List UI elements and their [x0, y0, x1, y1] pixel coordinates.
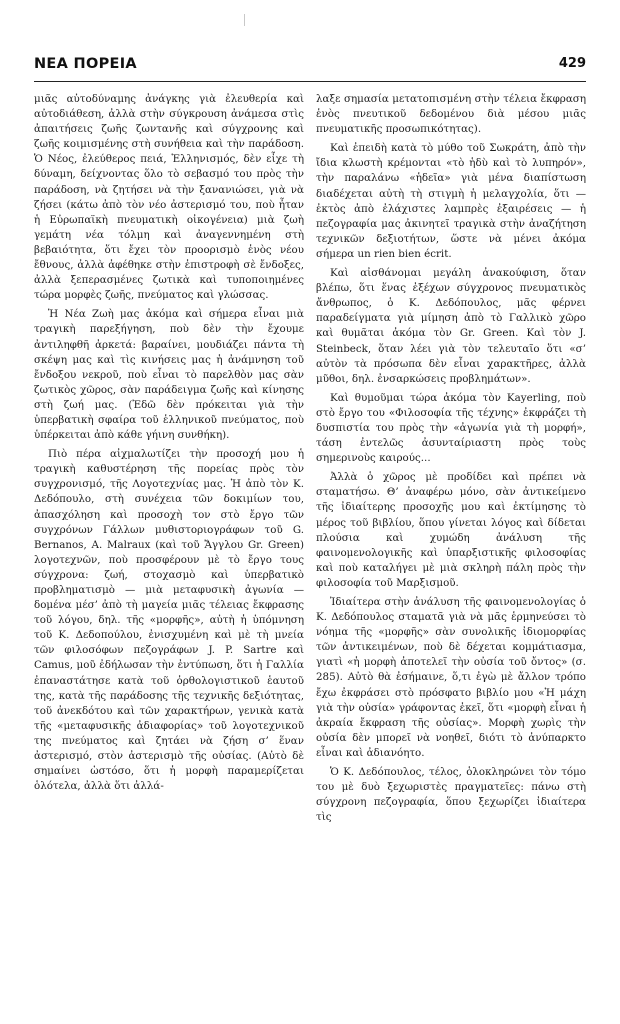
- paragraph: Καὶ αἰσθάνομαι μεγάλη ἀνακούφιση, ὅταν βλέπω, ὅτι ἕνας ἐξέχων σύγχρονος πνευματικὸς ἄνθρωπος, ὁ Κ. Δεδόπουλος, μᾶς φέρνει παραδείγματα γιὰ μίμηση ἀπὸ τὸ Γαλλικὸ χῶρο καὶ θυμᾶται ἀκόμα τὸν Gr. Green. Καὶ τὸν J. Steinbeck, ὅταν λέει γιὰ τὸν τελευταῖο ὅτι «σ’ αὐτὸν τὰ πρόσωπα δὲν εἶναι χαρακτῆρες, ἀλλὰ μῦθοι, δηλ. ἐνσαρκώσεις προβλημάτων».: [316, 267, 586, 385]
- paragraph: Ὁ Κ. Δεδόπουλος, τέλος, ὁλοκληρώνει τὸν τόμο του μὲ δυὸ ξεχωριστὲς πραγματεῖες: πάνω στὴ σύγχρονη πεζογραφία, ὅπου ξεχωρίζει ἰδιαίτερα τὶς: [316, 766, 586, 824]
- left-column: [34, 92, 304, 1012]
- right-column: [316, 92, 586, 1012]
- page-header: [34, 56, 586, 78]
- paragraph: μιᾶς αὐτοδύναμης ἀνάγκης γιὰ ἐλευθερία καὶ αὐτοδιάθεση, ἀλλὰ στὴν σύγκρουση ἀνάμεσα στὶς ἀπαιτήσεις ζωῆς ζωντανῆς καὶ σύγχρονης καὶ ζωῆς κοιμισμένης στὴ συνήθεια καὶ τὴν παράδοση. Ὁ Νέος, ἐλεύθερος πειά, Ἑλληνισμός, δὲν εἶχε τὴ δύναμη, δείχνοντας ὅλο τὸ σεβασμό του πρὸς τὴν παράδοση, νὰ ζητήσει νὰ τὴν ξανανιώσει, γιὰ νὰ ζήσει (κάτω ἀπὸ τὸν νέο ἀστερισμό του, ποὺ ἦταν ἡ Εὐρωπαϊκὴ πνευματικὴ οἰκογένεια) μιὰ ζωὴ γεμάτη νέα τόλμη καὶ ἀναγεννημένη στὴ βεβαιότητα, ὅτι ἔχει τὸν προορισμὸ ἑνὸς νέου ἔθνους, ἀλλὰ ἀφέθηκε στὴν ἐπιστροφὴ σὲ ἔνδοξες, ἀλλὰ ξεπερασμένες ζωτικὰ καὶ τυποποιημένες τώρα μορφὲς ζωῆς, πνεύματος καὶ γλώσσας.: [34, 93, 304, 302]
- paragraph: Καὶ θυμοῦμαι τώρα ἀκόμα τὸν Kayerling, ποὺ στὸ ἔργο του «Φιλοσοφία τῆς τέχνης» ἐκφράζει τὴ δυσπιστία του πρὸς τὴν «ἀγωνία γιὰ τὴ μορφή», τάση ἐντελῶς ἀσυνταίριαστη πρὸς τοὺς σημερινοὺς καιρούς...: [316, 391, 586, 465]
- running-title: ΝΕΑ ΠΟΡΕΙΑ: [34, 56, 137, 72]
- page-number: 429: [558, 56, 586, 71]
- paragraph: Ἡ Νέα Ζωὴ μας ἀκόμα καὶ σήμερα εἶναι μιὰ τραγικὴ παρεξήγηση, ποὺ δὲν τὴν ἔχουμε ἀντιληφθῆ ἀρκετά: βαραίνει, μουδιάζει πάντα τὴ σκέψη μας καὶ τὶς κινήσεις μας ἡ ἀνάμνηση τοῦ ἔνδοξου νεκροῦ, ποὺ εἶναι τὸ παρελθὸν μας σὰν ζωτικὸς χῶρος, σὰν παράδειγμα ζωῆς καὶ κίνησης στὴ ζωή μας. (Ἐδῶ δὲν πρόκειται γιὰ τὴν ὑπερβατικὴ σφαίρα τοῦ ἑλληνικοῦ πνεύματος, ποὺ ὑπέρκειται ἀπὸ κάθε γήινη συνθήκη).: [34, 308, 304, 442]
- paragraph: Ἀλλὰ ὁ χῶρος μὲ προδίδει καὶ πρέπει νὰ σταματήσω. Θ’ ἀναφέρω μόνο, σὰν ἀντικείμενο τῆς ἰδιαίτερης προσοχῆς μου καὶ ἐκτίμησης τὸ μέρος τοῦ βιβλίου, ὅπου γίνεται λόγος καὶ δίδεται πλούσια καὶ χυμώδη ἀνάλυση τῆς φαινομενολογικῆς καὶ ὑπαρξιστικῆς φιλοσοφίας καὶ ποὺ καταλήγει μὲ μιὰ σκληρὴ πάλη πρὸς τὴν φιλοσοφία τοῦ Μαρξισμοῦ.: [316, 471, 586, 589]
- paragraph: Καὶ ἐπειδὴ κατὰ τὸ μύθο τοῦ Σωκράτη, ἀπὸ τὴν ἴδια κλωστὴ κρέμονται «τὸ ἡδὺ καὶ τὸ λυπηρόν», τὴν παραλάνω «ἡδεῖα» γιὰ μένα διαπίστωση διαδέχεται αὐτὴ τὴ στιγμὴ ἡ μελαγχολία, ὅτι — ἐκτὸς ἀπὸ ἐλάχιστες λαμπρὲς ἐξαιρέσεις — ἡ πεζογραφία μας ἀκινητεῖ τραγικὰ στὴν ἀναζήτηση τεχνικῶν δεξιοτήτων, ὥστε νὰ μένει ἀκόμα σήμερα un rien bien écrit.: [316, 142, 586, 260]
- paragraph: λαξε σημασία μετατοπισμένη στὴν τέλεια ἔκφραση ἑνὸς πνευτικοῦ δεδομένου διὰ μέσου μιᾶς πνευματικῆς προσωπικότητας).: [316, 93, 586, 136]
- page-crease: [244, 14, 245, 26]
- header-rule: [34, 81, 586, 82]
- paragraph: Πιὸ πέρα αἰχμαλωτίζει τὴν προσοχή μου ἡ τραγικὴ καθυστέρηση τῆς πορείας πρὸς τὸν συγχρονισμό, τῆς Λογοτεχνίας μας. Ἡ ἀπὸ τὸν Κ. Δεδόπουλο, στὴ συνέχεια τῶν δοκιμίων του, ἀπασχόληση καὶ προσοχὴ τον στὸ ἔργο τῶν συγχρόνων Γάλλων μυθιστοριογράφων τοῦ G. Bernanos, A. Malraux (καὶ τοῦ Ἄγγλου Gr. Green) λογοτεχνῶν, ποὺ προσφέρουν μὲ τὸ ἔργο τους σύγχρονα: ζωή, στοχασμὸ καὶ ὑπερβατικὸ προβληματισμὸ — μιὰ μεταφυσικὴ ἀγωνία — δομένα μέσ’ ἀπὸ τὴ μαγεία μιᾶς τέλειας ἔκφρασης τοῦ λόγου, δηλ. τῆς «μορφῆς», αὐτὴ ἡ ὑπόμνηση τοῦ Κ. Δεδοπούλου, ἐνισχυμένη καὶ μὲ τὴ μνεία τῶν φιλοσόφων πεζογράφων J. P. Sartre καὶ Camus, μοῦ ἐδήλωσαν τὴν ἐντύπωση, ὅτι ἡ Γαλλία ἐπαναστάτησε κατὰ τοῦ ὀρθολογιστικοῦ ἑαυτοῦ της, κατὰ τῆς παράδοσης τῆς τεχνικῆς δεξιότητας, τοῦ ἀνεκδότου καὶ τῶν χαρακτήρων, γενικὰ κατὰ τῆς «μεταφυσικῆς ἀδιαφορίας» τοῦ λογοτεχνικοῦ της πνεύματος καὶ ζητάει νὰ ζήση σ’ ἕναν ἀστερισμό, στὸν ἀστερισμὸ τῆς οὐσίας. (Αὐτὸ δὲ σημαίνει ὡστόσο, ὅτι ἡ μορφὴ παραμερίζεται ὁλότελα, ἀλλὰ ὅτι ἀλλά-: [34, 448, 304, 793]
- paragraph: Ἰδιαίτερα στὴν ἀνάλυση τῆς φαινομενολογίας ὁ Κ. Δεδόπουλος σταματᾶ γιὰ νὰ μᾶς ἑρμηνεύσει τὸ νόημα τῆς «μορφῆς» σὰν συνολικῆς ἰδιομορφίας τῶν ἀντικειμένων, ποὺ δὲ δέχεται κομμάτιασμα, γιατὶ «ἡ μορφὴ ἀποτελεῖ τὴν οὐσία τοῦ ὄντος» (σ. 285). Αὐτὸ θὰ ἐσήμαινε, ὅ,τι ἐγὼ μὲ ἄλλον τρόπο ἔχω ἐκφράσει στὸ πρόσφατο βιβλίο μου «Ἡ μάχη γιὰ τὴν οὐσία» γράφοντας ἐκεῖ, ὅτι «μορφὴ εἶναι ἡ ἀκραία ἔκφραση τῆς οὐσίας». Μορφὴ χωρὶς τὴν οὐσία δὲν μπορεῖ νὰ νοηθεῖ, διότι τὸ ἀνύπαρκτο εἶναι καὶ ἀδιανόητο.: [316, 596, 586, 759]
